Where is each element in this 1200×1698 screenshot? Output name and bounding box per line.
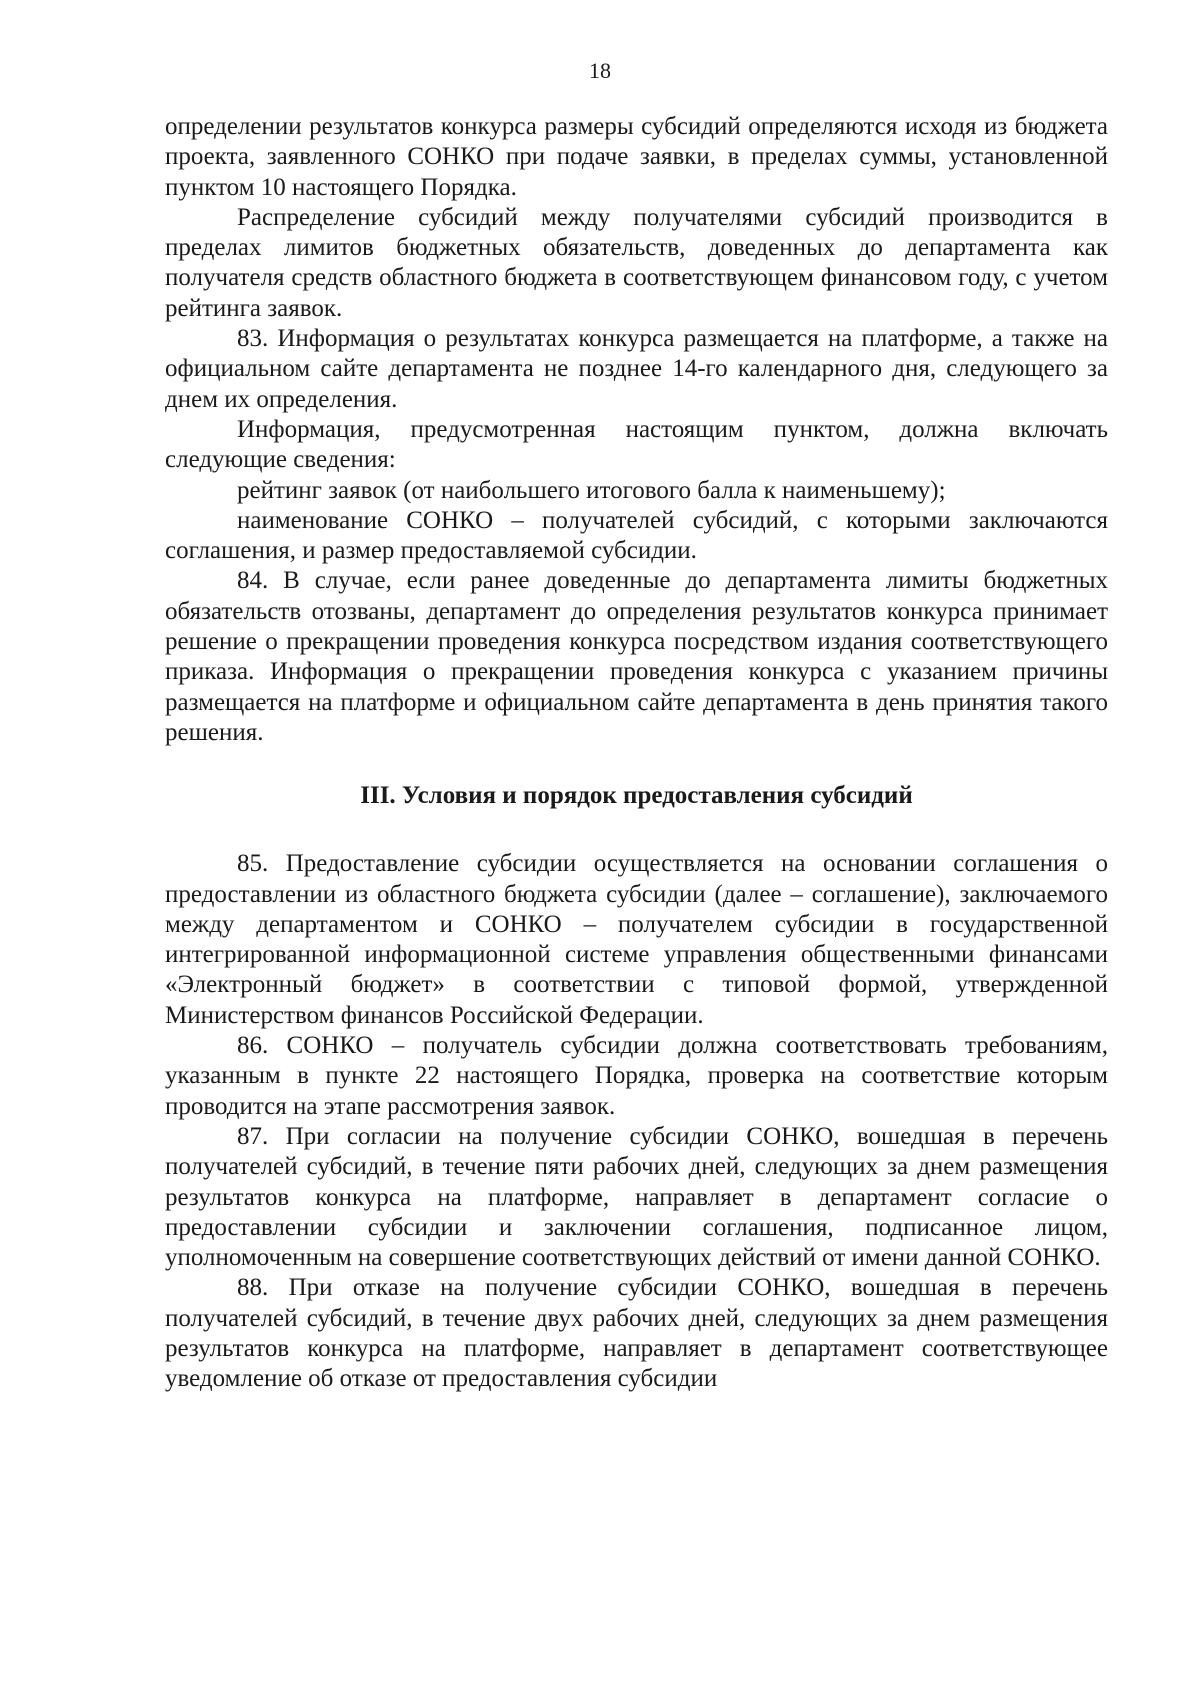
paragraph-continuation: определении результатов конкурса размеры субсидий определяются исходя из бюджета проекта, заявленного СОНКО при подаче заявки, в пределах суммы, установленной пунктом 10 настоящего Порядка. <box>165 113 1108 201</box>
document-body <box>165 112 1108 1395</box>
paragraph-rating: рейтинг заявок (от наибольшего итогового балла к наименьшему); <box>237 476 946 504</box>
paragraph-item-86: 86. СОНКО – получатель субсидии должна соответствовать требованиям, указанным в пункте 22 настоящего Порядка, проверка на соответствие которым проводится на этапе рассмотрения заявок. <box>165 1032 1108 1120</box>
paragraph-item-87: 87. При согласии на получение субсидии СОНКО, вошедшая в перечень получателей субсидий, в течение пяти рабочих дней, следующих за днем размещения результатов конкурса на платформе, направляет в департамент согласие о предоставлении субсидии и заключении соглашения, подписанное лицом, уполномоченным на совершение соответствующих действий от имени данной СОНКО. <box>165 1122 1108 1272</box>
paragraph-item-84: 84. В случае, если ранее доведенные до департамента лимиты бюджетных обязательств отозваны, департамент до определения результатов конкурса принимает решение о прекращении проведения конкурса посредством издания соответствующего приказа. Информация о прекращении проведения конкурса с указанием причины размещается на платформе и официальном сайте департамента в день принятия такого решения. <box>165 567 1108 746</box>
paragraph-names: наименование СОНКО – получателей субсидий, с которыми заключаются соглашения, и размер предоставляемой субсидии. <box>165 506 1108 565</box>
page-number: 18 <box>589 58 611 83</box>
section-heading: III. Условия и порядок предоставления субсидий <box>360 782 913 810</box>
paragraph-item-85: 85. Предоставление субсидии осуществляется на основании соглашения о предоставлении из областного бюджета субсидии (далее – соглашение), заключаемого между департаментом и СОНКО – получателем субсидии в государственной интегрированной информационной системе управления общественными финансами «Электронный бюджет» в соответствии с типовой формой, утвержденной Министерством финансов Российской Федерации. <box>165 850 1108 1029</box>
paragraph-item-83: 83. Информация о результатах конкурса размещается на платформе, а также на официальном сайте департамента не позднее 14-го календарного дня, следующего за днем их определения. <box>165 325 1108 413</box>
paragraph-information: Информация, предусмотренная настоящим пунктом, должна включать следующие сведения: <box>165 415 1108 474</box>
paragraph-item-88: 88. При отказе на получение субсидии СОНКО, вошедшая в перечень получателей субсидий, в течение двух рабочих дней, следующих за днем размещения результатов конкурса на платформе, направляет в департамент соответствующее уведомление об отказе от предоставления субсидии <box>165 1274 1108 1393</box>
paragraph-distribution: Распределение субсидий между получателями субсидий производится в пределах лимитов бюджетных обязательств, доведенных до департамента как получателя средств областного бюджета в соответствующем финансовом году, с учетом рейтинга заявок. <box>165 203 1108 322</box>
